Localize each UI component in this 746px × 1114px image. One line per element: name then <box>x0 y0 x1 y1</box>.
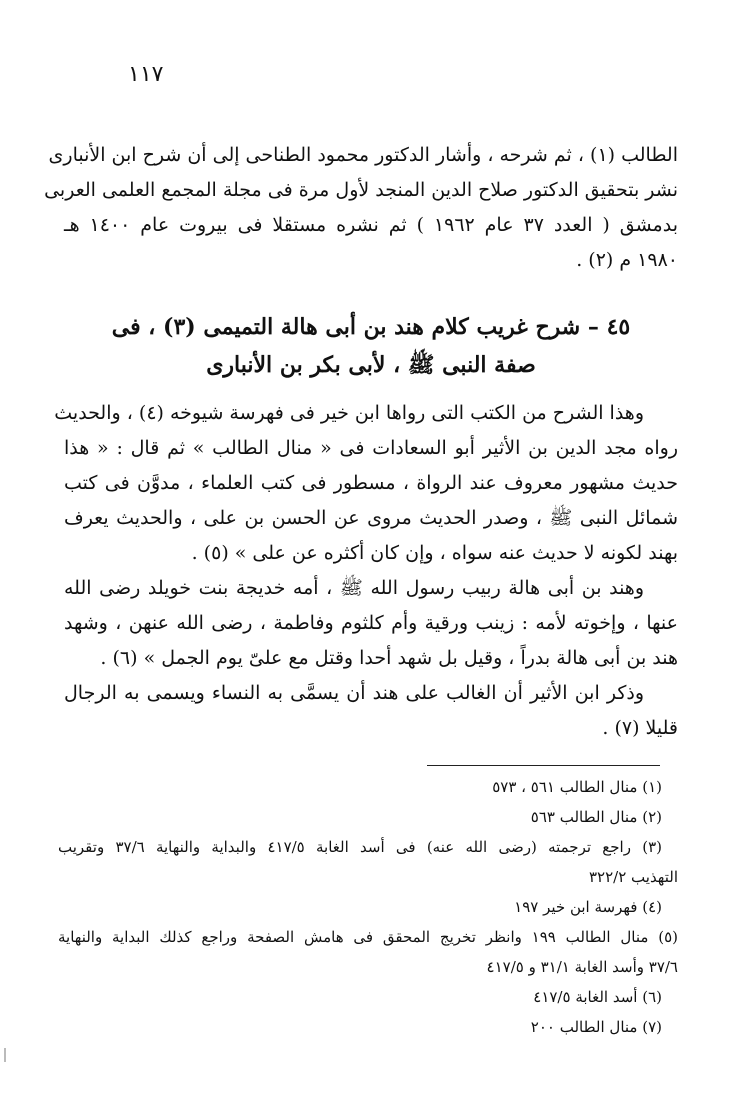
heading-line: ٤٥ – شرح غريب كلام هند بن أبى هالة التميمى (٣) ، فى <box>111 314 631 340</box>
text-line: قليلا (٧) . <box>602 717 678 739</box>
footnote: (٣) راجع ترجمته (رضى الله عنه) فى أسد الغابة ٤١٧/٥ والبداية والنهاية ٣٧/٦ وتقريب <box>58 838 662 856</box>
text-line: الطالب (١) ، ثم شرحه ، وأشار الدكتور محمود الطناحى إلى أن شرح ابن الأنبارى <box>48 144 678 166</box>
text-line: عنها ، وإخوته لأمه : زينب ورقية وأم كلثوم وفاطمة ، رضى الله عنهن ، وشهد <box>64 612 678 634</box>
text-line: وهند بن أبى هالة ربيب رسول الله ﷺ ، أمه خديجة بنت خويلد رضى الله <box>64 577 644 599</box>
footnote-continuation: التهذيب ٣٢٢/٢ <box>588 868 678 886</box>
footnote: (٤) فهرسة ابن خير ١٩٧ <box>514 898 662 916</box>
text-line: ١٩٨٠ م (٢) . <box>576 249 678 271</box>
heading-line: صفة النبى ﷺ ، لأبى بكر بن الأنبارى <box>206 352 536 378</box>
text-line: بدمشق ( العدد ٣٧ عام ١٩٦٢ ) ثم نشره مستقلا فى بيروت عام ١٤٠٠ هـ <box>64 214 678 236</box>
footnote: (٢) منال الطالب ٥٦٣ <box>530 808 662 826</box>
footnote: (٥) منال الطالب ١٩٩ وانظر تخريج المحقق فى هامش الصفحة وراجع كذلك البداية والنهاية <box>58 928 678 946</box>
footnote: (٦) أسد الغابة ٤١٧/٥ <box>533 988 662 1006</box>
text-line: رواه مجد الدين بن الأثير أبو السعادات فى « منال الطالب » ثم قال : « هذا <box>64 437 678 459</box>
footnote-continuation: ٣٧/٦ وأسد الغابة ٣١/١ و ٤١٧/٥ <box>486 958 678 976</box>
text-line: بهند لكونه لا حديث عنه سواه ، وإن كان أكثره عن على » (٥) . <box>191 542 678 564</box>
footnote-separator <box>427 765 660 766</box>
text-line: شمائل النبى ﷺ ، وصدر الحديث مروى عن الحسن بن على ، والحديث يعرف <box>64 507 678 529</box>
text-line: وذكر ابن الأثير أن الغالب على هند أن يسمَّى به النساء ويسمى به الرجال <box>64 682 644 704</box>
footnote: (١) منال الطالب ٥٦١ ، ٥٧٣ <box>492 778 662 796</box>
intro-paragraph <box>44 138 678 278</box>
scan-edge-mark <box>4 1048 6 1062</box>
section-heading <box>64 308 678 384</box>
footnotes <box>58 772 678 1042</box>
page-number: ١١٧ <box>128 62 164 87</box>
text-line: نشر بتحقيق الدكتور صلاح الدين المنجد لأول مرة فى مجلة المجمع العلمى العربى <box>44 179 678 201</box>
body-text <box>54 396 678 746</box>
text-line: وهذا الشرح من الكتب التى رواها ابن خير فى فهرسة شيوخه (٤) ، والحديث <box>54 402 644 424</box>
text-line: حديث مشهور معروف عند الرواة ، مسطور فى كتب العلماء ، مدوَّن فى كتب <box>64 472 678 494</box>
footnote: (٧) منال الطالب ٢٠٠ <box>530 1018 662 1036</box>
text-line: هند بن أبى هالة بدراً ، وقيل بل شهد أحدا وقتل مع علىّ يوم الجمل » (٦) . <box>100 647 678 669</box>
